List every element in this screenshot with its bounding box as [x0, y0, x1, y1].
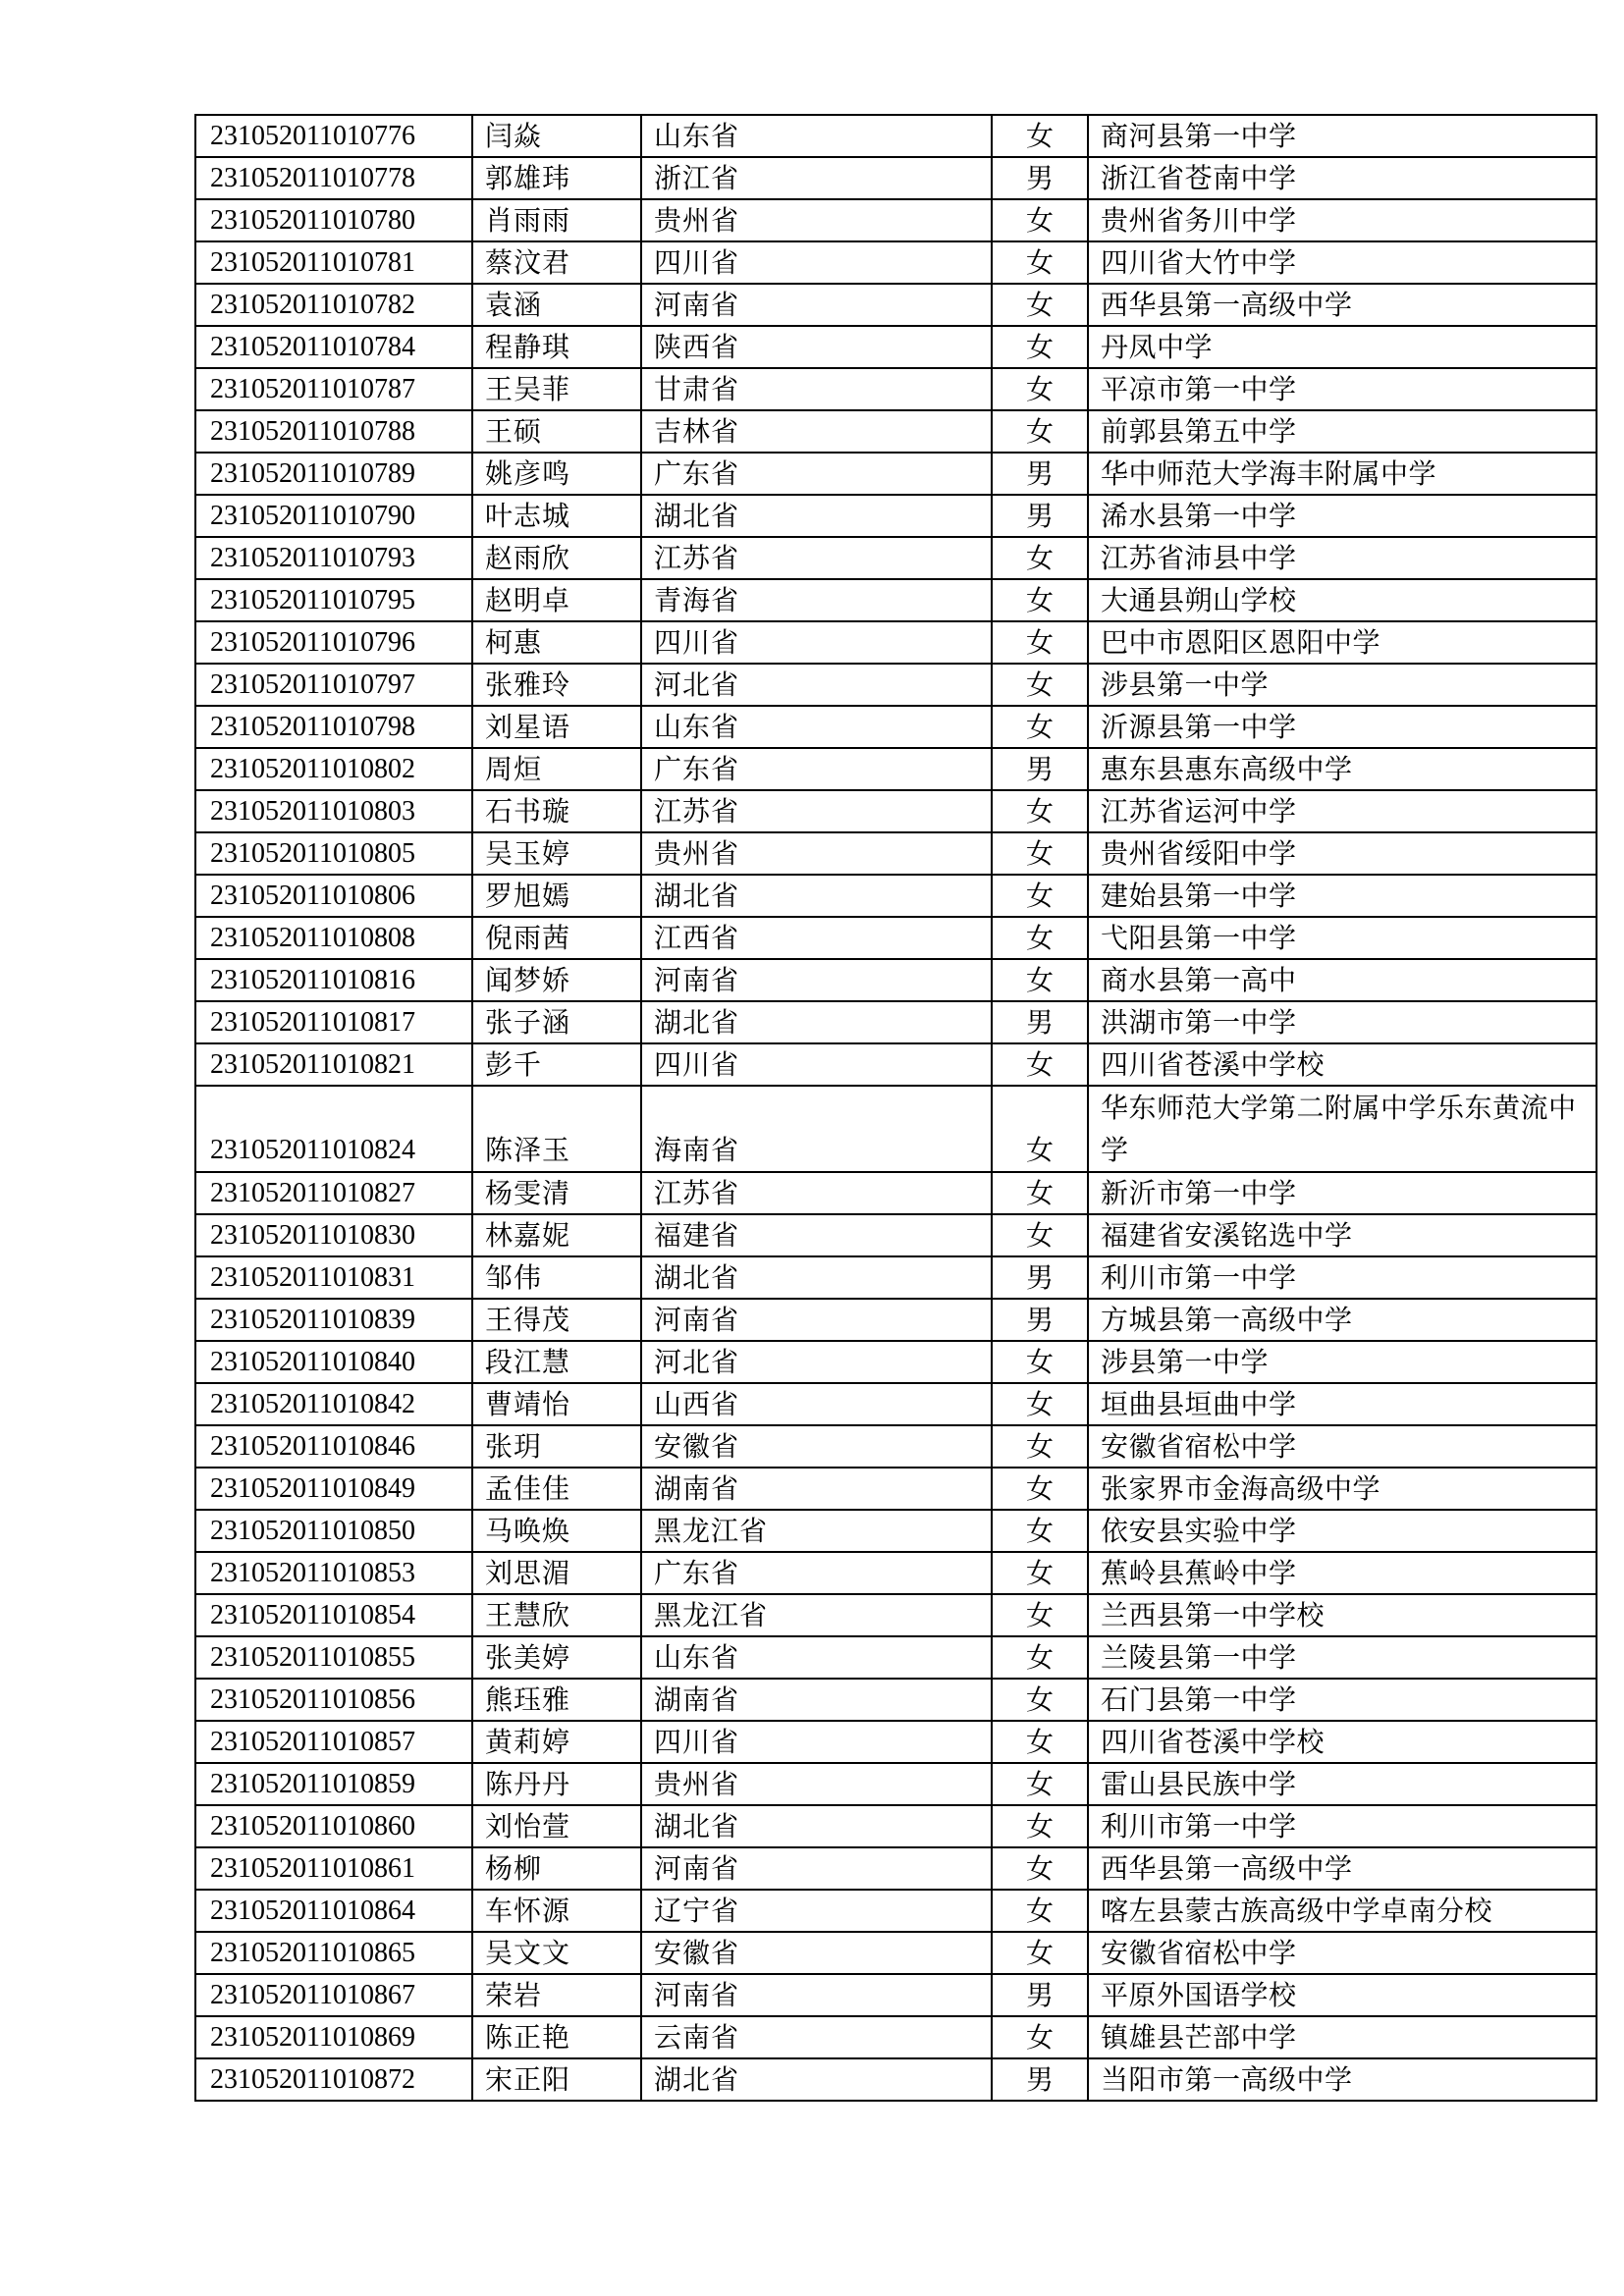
gender-cell: 女 [992, 410, 1088, 453]
table-row [195, 1172, 1597, 1214]
table-row [195, 199, 1597, 241]
gender-cell: 女 [992, 241, 1088, 284]
school-cell: 石门县第一中学 [1088, 1679, 1597, 1721]
student-name-cell: 曹靖怡 [472, 1383, 641, 1425]
table-row [195, 1383, 1597, 1425]
student-name-cell: 郭雄玮 [472, 157, 641, 199]
school-cell: 兰陵县第一中学 [1088, 1636, 1597, 1679]
table-row [195, 917, 1597, 959]
table-row [195, 495, 1597, 537]
province-cell: 江西省 [641, 917, 992, 959]
student-name-cell: 刘怡萱 [472, 1805, 641, 1847]
province-cell: 河南省 [641, 1847, 992, 1890]
student-id-cell: 231052011010817 [195, 1001, 472, 1043]
province-cell: 浙江省 [641, 157, 992, 199]
student-name-cell: 张美婷 [472, 1636, 641, 1679]
province-cell: 山东省 [641, 1636, 992, 1679]
student-id-cell: 231052011010853 [195, 1552, 472, 1594]
gender-cell: 女 [992, 1341, 1088, 1383]
province-cell: 河北省 [641, 1341, 992, 1383]
gender-cell: 女 [992, 537, 1088, 579]
student-id-cell: 231052011010861 [195, 1847, 472, 1890]
school-cell: 沂源县第一中学 [1088, 706, 1597, 748]
province-cell: 河南省 [641, 959, 992, 1001]
school-cell: 兰西县第一中学校 [1088, 1594, 1597, 1636]
province-cell: 贵州省 [641, 1763, 992, 1805]
student-name-cell: 杨柳 [472, 1847, 641, 1890]
student-name-cell: 陈正艳 [472, 2016, 641, 2058]
table-row [195, 115, 1597, 157]
student-name-cell: 倪雨茜 [472, 917, 641, 959]
school-cell: 福建省安溪铭选中学 [1088, 1214, 1597, 1256]
school-cell: 巴中市恩阳区恩阳中学 [1088, 621, 1597, 664]
school-cell: 建始县第一中学 [1088, 875, 1597, 917]
student-name-cell: 马唤焕 [472, 1510, 641, 1552]
student-id-cell: 231052011010855 [195, 1636, 472, 1679]
school-cell: 商水县第一高中 [1088, 959, 1597, 1001]
school-cell: 四川省大竹中学 [1088, 241, 1597, 284]
school-cell: 依安县实验中学 [1088, 1510, 1597, 1552]
province-cell: 湖北省 [641, 875, 992, 917]
table-row [195, 326, 1597, 368]
province-cell: 海南省 [641, 1086, 992, 1172]
gender-cell: 女 [992, 790, 1088, 832]
student-name-cell: 王硕 [472, 410, 641, 453]
gender-cell: 女 [992, 917, 1088, 959]
school-cell: 华东师范大学第二附属中学乐东黄流中学 [1088, 1086, 1597, 1172]
gender-cell: 女 [992, 1636, 1088, 1679]
table-row [195, 157, 1597, 199]
table-row [195, 1043, 1597, 1086]
gender-cell: 男 [992, 1001, 1088, 1043]
school-cell: 涉县第一中学 [1088, 664, 1597, 706]
student-id-cell: 231052011010860 [195, 1805, 472, 1847]
student-id-cell: 231052011010872 [195, 2058, 472, 2101]
table-row [195, 579, 1597, 621]
student-name-cell: 赵明卓 [472, 579, 641, 621]
table-row [195, 1341, 1597, 1383]
student-name-cell: 石书璇 [472, 790, 641, 832]
gender-cell: 女 [992, 1594, 1088, 1636]
table-row [195, 832, 1597, 875]
gender-cell: 女 [992, 1468, 1088, 1510]
gender-cell: 女 [992, 832, 1088, 875]
student-id-cell: 231052011010846 [195, 1425, 472, 1468]
school-cell: 西华县第一高级中学 [1088, 284, 1597, 326]
student-id-cell: 231052011010781 [195, 241, 472, 284]
gender-cell: 女 [992, 875, 1088, 917]
province-cell: 湖北省 [641, 2058, 992, 2101]
student-id-cell: 231052011010797 [195, 664, 472, 706]
table-row [195, 1932, 1597, 1974]
student-name-cell: 黄莉婷 [472, 1721, 641, 1763]
table-row [195, 1086, 1597, 1172]
school-cell: 方城县第一高级中学 [1088, 1299, 1597, 1341]
table-row [195, 1214, 1597, 1256]
student-id-cell: 231052011010824 [195, 1086, 472, 1172]
province-cell: 湖南省 [641, 1468, 992, 1510]
school-cell: 安徽省宿松中学 [1088, 1425, 1597, 1468]
student-name-cell: 刘思湄 [472, 1552, 641, 1594]
school-cell: 大通县朔山学校 [1088, 579, 1597, 621]
gender-cell: 女 [992, 959, 1088, 1001]
student-id-cell: 231052011010816 [195, 959, 472, 1001]
gender-cell: 女 [992, 1214, 1088, 1256]
school-cell: 浙江省苍南中学 [1088, 157, 1597, 199]
gender-cell: 男 [992, 453, 1088, 495]
school-cell: 利川市第一中学 [1088, 1805, 1597, 1847]
school-cell: 涉县第一中学 [1088, 1341, 1597, 1383]
school-cell: 丹凤中学 [1088, 326, 1597, 368]
student-name-cell: 邹伟 [472, 1256, 641, 1299]
student-name-cell: 闫焱 [472, 115, 641, 157]
student-id-cell: 231052011010789 [195, 453, 472, 495]
gender-cell: 男 [992, 1256, 1088, 1299]
school-cell: 平凉市第一中学 [1088, 368, 1597, 410]
table-row [195, 1805, 1597, 1847]
student-id-cell: 231052011010867 [195, 1974, 472, 2016]
student-id-cell: 231052011010787 [195, 368, 472, 410]
student-name-cell: 肖雨雨 [472, 199, 641, 241]
table-row [195, 2016, 1597, 2058]
student-name-cell: 蔡汶君 [472, 241, 641, 284]
gender-cell: 女 [992, 1383, 1088, 1425]
gender-cell: 女 [992, 1086, 1088, 1172]
student-id-cell: 231052011010776 [195, 115, 472, 157]
student-id-cell: 231052011010802 [195, 748, 472, 790]
table-row [195, 1721, 1597, 1763]
school-cell: 垣曲县垣曲中学 [1088, 1383, 1597, 1425]
student-name-cell: 杨雯清 [472, 1172, 641, 1214]
province-cell: 黑龙江省 [641, 1594, 992, 1636]
student-id-cell: 231052011010782 [195, 284, 472, 326]
student-name-cell: 张玥 [472, 1425, 641, 1468]
student-name-cell: 姚彦鸣 [472, 453, 641, 495]
student-id-cell: 231052011010850 [195, 1510, 472, 1552]
school-cell: 弋阳县第一中学 [1088, 917, 1597, 959]
province-cell: 河南省 [641, 284, 992, 326]
student-name-cell: 段江慧 [472, 1341, 641, 1383]
table-row [195, 1679, 1597, 1721]
province-cell: 贵州省 [641, 832, 992, 875]
gender-cell: 女 [992, 1043, 1088, 1086]
table-row [195, 875, 1597, 917]
student-id-cell: 231052011010827 [195, 1172, 472, 1214]
table-row [195, 1552, 1597, 1594]
province-cell: 江苏省 [641, 1172, 992, 1214]
student-name-cell: 叶志城 [472, 495, 641, 537]
gender-cell: 女 [992, 284, 1088, 326]
gender-cell: 女 [992, 1890, 1088, 1932]
gender-cell: 女 [992, 1932, 1088, 1974]
school-cell: 贵州省务川中学 [1088, 199, 1597, 241]
gender-cell: 女 [992, 621, 1088, 664]
gender-cell: 女 [992, 1510, 1088, 1552]
student-name-cell: 刘星语 [472, 706, 641, 748]
table-row [195, 1001, 1597, 1043]
school-cell: 江苏省沛县中学 [1088, 537, 1597, 579]
gender-cell: 女 [992, 1763, 1088, 1805]
province-cell: 安徽省 [641, 1425, 992, 1468]
student-id-cell: 231052011010793 [195, 537, 472, 579]
gender-cell: 女 [992, 2016, 1088, 2058]
school-cell: 蕉岭县蕉岭中学 [1088, 1552, 1597, 1594]
gender-cell: 女 [992, 664, 1088, 706]
table-row [195, 1636, 1597, 1679]
student-name-cell: 张子涵 [472, 1001, 641, 1043]
school-cell: 新沂市第一中学 [1088, 1172, 1597, 1214]
province-cell: 山西省 [641, 1383, 992, 1425]
province-cell: 四川省 [641, 1721, 992, 1763]
gender-cell: 女 [992, 368, 1088, 410]
school-cell: 浠水县第一中学 [1088, 495, 1597, 537]
student-id-cell: 231052011010778 [195, 157, 472, 199]
table-row [195, 2058, 1597, 2101]
student-name-cell: 程静琪 [472, 326, 641, 368]
province-cell: 吉林省 [641, 410, 992, 453]
student-id-cell: 231052011010831 [195, 1256, 472, 1299]
student-id-cell: 231052011010784 [195, 326, 472, 368]
province-cell: 湖北省 [641, 1001, 992, 1043]
student-name-cell: 赵雨欣 [472, 537, 641, 579]
school-cell: 雷山县民族中学 [1088, 1763, 1597, 1805]
student-name-cell: 陈丹丹 [472, 1763, 641, 1805]
province-cell: 广东省 [641, 1552, 992, 1594]
student-id-cell: 231052011010859 [195, 1763, 472, 1805]
table-row [195, 1256, 1597, 1299]
province-cell: 河北省 [641, 664, 992, 706]
table-row [195, 1510, 1597, 1552]
student-id-cell: 231052011010806 [195, 875, 472, 917]
province-cell: 陕西省 [641, 326, 992, 368]
school-cell: 利川市第一中学 [1088, 1256, 1597, 1299]
province-cell: 山东省 [641, 115, 992, 157]
school-cell: 镇雄县芒部中学 [1088, 2016, 1597, 2058]
student-id-cell: 231052011010864 [195, 1890, 472, 1932]
student-id-cell: 231052011010798 [195, 706, 472, 748]
school-cell: 贵州省绥阳中学 [1088, 832, 1597, 875]
student-id-cell: 231052011010840 [195, 1341, 472, 1383]
province-cell: 安徽省 [641, 1932, 992, 1974]
gender-cell: 女 [992, 1679, 1088, 1721]
table-row [195, 284, 1597, 326]
gender-cell: 女 [992, 1425, 1088, 1468]
student-name-cell: 王慧欣 [472, 1594, 641, 1636]
province-cell: 贵州省 [641, 199, 992, 241]
student-id-cell: 231052011010865 [195, 1932, 472, 1974]
province-cell: 黑龙江省 [641, 1510, 992, 1552]
table-row [195, 1468, 1597, 1510]
student-name-cell: 林嘉妮 [472, 1214, 641, 1256]
student-roster-table [194, 114, 1597, 2102]
student-name-cell: 闻梦娇 [472, 959, 641, 1001]
table-row [195, 1974, 1597, 2016]
table-row [195, 1425, 1597, 1468]
roster-body [195, 115, 1597, 2101]
table-row [195, 748, 1597, 790]
gender-cell: 男 [992, 2058, 1088, 2101]
gender-cell: 女 [992, 1552, 1088, 1594]
province-cell: 湖北省 [641, 495, 992, 537]
student-id-cell: 231052011010788 [195, 410, 472, 453]
province-cell: 云南省 [641, 2016, 992, 2058]
province-cell: 四川省 [641, 1043, 992, 1086]
province-cell: 福建省 [641, 1214, 992, 1256]
school-cell: 四川省苍溪中学校 [1088, 1721, 1597, 1763]
gender-cell: 男 [992, 495, 1088, 537]
student-id-cell: 231052011010803 [195, 790, 472, 832]
table-row [195, 1763, 1597, 1805]
gender-cell: 男 [992, 1299, 1088, 1341]
student-id-cell: 231052011010857 [195, 1721, 472, 1763]
table-row [195, 664, 1597, 706]
student-id-cell: 231052011010856 [195, 1679, 472, 1721]
table-row [195, 368, 1597, 410]
gender-cell: 女 [992, 326, 1088, 368]
gender-cell: 女 [992, 115, 1088, 157]
province-cell: 广东省 [641, 748, 992, 790]
province-cell: 江苏省 [641, 790, 992, 832]
table-row [195, 959, 1597, 1001]
province-cell: 湖南省 [641, 1679, 992, 1721]
province-cell: 辽宁省 [641, 1890, 992, 1932]
province-cell: 湖北省 [641, 1256, 992, 1299]
gender-cell: 女 [992, 199, 1088, 241]
student-name-cell: 吴文文 [472, 1932, 641, 1974]
gender-cell: 男 [992, 1974, 1088, 2016]
table-row [195, 1847, 1597, 1890]
student-id-cell: 231052011010821 [195, 1043, 472, 1086]
school-cell: 四川省苍溪中学校 [1088, 1043, 1597, 1086]
student-name-cell: 宋正阳 [472, 2058, 641, 2101]
school-cell: 华中师范大学海丰附属中学 [1088, 453, 1597, 495]
table-row [195, 1299, 1597, 1341]
gender-cell: 女 [992, 1847, 1088, 1890]
table-row [195, 1890, 1597, 1932]
school-cell: 前郭县第五中学 [1088, 410, 1597, 453]
student-name-cell: 彭千 [472, 1043, 641, 1086]
school-cell: 洪湖市第一中学 [1088, 1001, 1597, 1043]
province-cell: 广东省 [641, 453, 992, 495]
school-cell: 江苏省运河中学 [1088, 790, 1597, 832]
student-id-cell: 231052011010854 [195, 1594, 472, 1636]
table-row [195, 241, 1597, 284]
province-cell: 江苏省 [641, 537, 992, 579]
school-cell: 喀左县蒙古族高级中学卓南分校 [1088, 1890, 1597, 1932]
gender-cell: 男 [992, 748, 1088, 790]
table-row [195, 621, 1597, 664]
student-name-cell: 王吴菲 [472, 368, 641, 410]
school-cell: 商河县第一中学 [1088, 115, 1597, 157]
gender-cell: 女 [992, 1172, 1088, 1214]
student-id-cell: 231052011010830 [195, 1214, 472, 1256]
student-id-cell: 231052011010795 [195, 579, 472, 621]
student-id-cell: 231052011010780 [195, 199, 472, 241]
student-name-cell: 周烜 [472, 748, 641, 790]
student-name-cell: 熊珏雅 [472, 1679, 641, 1721]
school-cell: 当阳市第一高级中学 [1088, 2058, 1597, 2101]
school-cell: 西华县第一高级中学 [1088, 1847, 1597, 1890]
province-cell: 山东省 [641, 706, 992, 748]
student-name-cell: 孟佳佳 [472, 1468, 641, 1510]
student-name-cell: 罗旭嫣 [472, 875, 641, 917]
table-row [195, 706, 1597, 748]
province-cell: 青海省 [641, 579, 992, 621]
province-cell: 四川省 [641, 241, 992, 284]
table-row [195, 1594, 1597, 1636]
student-id-cell: 231052011010849 [195, 1468, 472, 1510]
gender-cell: 女 [992, 579, 1088, 621]
province-cell: 湖北省 [641, 1805, 992, 1847]
student-name-cell: 袁涵 [472, 284, 641, 326]
table-row [195, 537, 1597, 579]
province-cell: 河南省 [641, 1299, 992, 1341]
school-cell: 惠东县惠东高级中学 [1088, 748, 1597, 790]
table-row [195, 453, 1597, 495]
student-id-cell: 231052011010842 [195, 1383, 472, 1425]
student-id-cell: 231052011010808 [195, 917, 472, 959]
student-id-cell: 231052011010869 [195, 2016, 472, 2058]
province-cell: 河南省 [641, 1974, 992, 2016]
gender-cell: 女 [992, 1721, 1088, 1763]
student-id-cell: 231052011010796 [195, 621, 472, 664]
table-row [195, 790, 1597, 832]
province-cell: 甘肃省 [641, 368, 992, 410]
school-cell: 平原外国语学校 [1088, 1974, 1597, 2016]
student-name-cell: 吴玉婷 [472, 832, 641, 875]
gender-cell: 男 [992, 157, 1088, 199]
student-name-cell: 陈泽玉 [472, 1086, 641, 1172]
student-name-cell: 柯惠 [472, 621, 641, 664]
student-id-cell: 231052011010805 [195, 832, 472, 875]
table-row [195, 410, 1597, 453]
school-cell: 安徽省宿松中学 [1088, 1932, 1597, 1974]
student-name-cell: 荣岩 [472, 1974, 641, 2016]
student-id-cell: 231052011010839 [195, 1299, 472, 1341]
gender-cell: 女 [992, 1805, 1088, 1847]
province-cell: 四川省 [641, 621, 992, 664]
student-name-cell: 张雅玲 [472, 664, 641, 706]
school-cell: 张家界市金海高级中学 [1088, 1468, 1597, 1510]
gender-cell: 女 [992, 706, 1088, 748]
student-id-cell: 231052011010790 [195, 495, 472, 537]
student-name-cell: 王得茂 [472, 1299, 641, 1341]
student-name-cell: 车怀源 [472, 1890, 641, 1932]
